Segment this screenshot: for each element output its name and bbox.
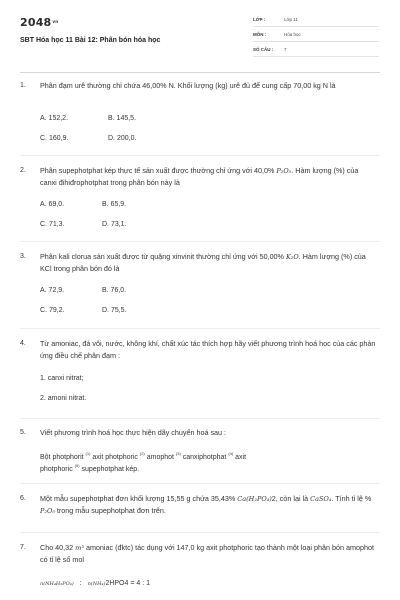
question-text-part: Phân supephotphat kép thực tế sản xuất được thường chỉ ứng với 40,0%: [40, 166, 277, 175]
formula-p2o5: P₂O₅: [276, 167, 292, 175]
question-text: [40, 493, 376, 517]
formula-calcium-phosphate: Ca(H₂PO₄): [237, 495, 272, 503]
option-d: D. 73,1.: [102, 221, 127, 228]
question-text-part: Cho 40,32: [40, 543, 76, 552]
chain-substance: canxiphotphat: [182, 454, 227, 461]
question-number: 5.: [20, 429, 26, 436]
meta-count-label: SỐ CÂU :: [253, 47, 274, 52]
meta-subject-row: [253, 30, 379, 42]
chain-step: (3): [175, 451, 181, 456]
mole-ratio: [40, 580, 340, 587]
page-header: [0, 0, 400, 72]
unit-cubic-meter: m³: [75, 544, 84, 552]
formula-caso4: CaSO₄: [310, 495, 332, 503]
option-d: D. 200,0.: [108, 135, 137, 142]
sub-item-1: 1. canxi nitrat;: [40, 375, 84, 382]
meta-count-value: 7: [284, 47, 287, 52]
option-b: B. 65,9.: [102, 201, 127, 208]
meta-count-row: [253, 45, 379, 57]
divider: [20, 532, 380, 533]
question-text: [40, 251, 376, 275]
sub-item-2: 2. amoni nitrat.: [40, 395, 87, 402]
question-text-part: Phân kali clorua sản xuất được từ quặng xinvinit thường chỉ ứng với 50,00%: [40, 252, 286, 261]
meta-subject-value: Hóa học: [284, 32, 301, 37]
question-number: 1.: [20, 82, 26, 89]
divider: [20, 328, 380, 329]
ratio-separator: :: [79, 580, 82, 587]
question-text: [40, 165, 376, 189]
question-text-part: . Hàm lượng (%) của canxi đihiđrophotphat trong phân bón này là: [40, 166, 359, 187]
question-text-part: Một mẫu supephotphat đơn khối lượng 15,55 g chứa 35,43%: [40, 494, 238, 503]
header-divider: [20, 72, 380, 73]
conversion-chain-cont: [40, 460, 380, 476]
option-d: D. 75,5.: [102, 307, 127, 314]
meta-class-label: LỚP :: [253, 17, 266, 22]
question-text-part: . Hàm lượng (%) của KCl trong phân bón đó là: [40, 252, 366, 273]
question-number: 3.: [20, 253, 26, 260]
site-logo[interactable]: [20, 16, 58, 29]
chain-step: (2): [139, 451, 145, 456]
chain-substance: photphoric: [40, 466, 73, 473]
chain-substance: amophot: [146, 454, 174, 461]
option-a: A. 152,2.: [40, 115, 69, 122]
question-text: Từ amoniac, đá vôi, nước, không khí, chất xúc tác thích hợp hãy viết phương trình hoá học của các phản ứng điều chế phân đạm :: [40, 339, 376, 360]
option-a: A. 72,9.: [40, 287, 65, 294]
logo-text: 2048: [20, 16, 52, 29]
question-number: 4.: [20, 340, 26, 347]
question-number: 6.: [20, 495, 26, 502]
option-a: A. 69,0.: [40, 201, 65, 208]
formula-p2o5: P₂O₅: [40, 507, 55, 515]
question-text-part: . Tính tỉ lệ %: [331, 494, 372, 503]
option-c: C. 79,2.: [40, 307, 65, 314]
formula-k2o: K₂O: [285, 253, 299, 261]
chain-step: (4): [228, 451, 234, 456]
meta-class-value: Lớp 11: [284, 17, 298, 22]
meta-subject-label: MÔN :: [253, 32, 267, 37]
chain-substance: supephotphat kép.: [81, 466, 140, 473]
question-text: Phân đạm urê thường chỉ chứa 46,00% N. Khối lượng (kg) urê đủ để cung cấp 70,00 kg N là: [40, 81, 336, 90]
meta-class-row: [253, 15, 379, 27]
document-title: SBT Hóa học 11 Bài 12: Phân bón hóa học: [20, 37, 161, 44]
ratio-term: n(NH₄): [87, 581, 106, 587]
chain-step: (1): [85, 451, 91, 456]
question-text-part: amoniac (đktc) tác dụng với 147,0 kg axit photphoric tạo thành một loại phân bón amophot có tỉ lệ số mol: [40, 543, 374, 564]
question-number: 7.: [20, 544, 26, 551]
question-number: 2.: [20, 167, 26, 174]
option-b: B. 76,0.: [102, 287, 127, 294]
ratio-value: 2HPO4 = 4 : 1: [105, 580, 150, 587]
question-text-part: 2, còn lại là: [271, 494, 311, 503]
question-text: [40, 542, 376, 566]
option-c: C. 160,9.: [40, 135, 69, 142]
divider: [20, 155, 380, 156]
question-text-part: trong mẫu supephotphat đơn trên.: [54, 506, 166, 515]
chain-substance: axit: [235, 454, 247, 461]
question-text: Viết phương trình hoá học thực hiện dãy chuyển hoá sau :: [40, 428, 227, 437]
chain-substance: Bột photphorit: [40, 454, 84, 461]
option-b: B. 145,5.: [108, 115, 137, 122]
chain-step: (5): [74, 463, 80, 468]
option-c: C. 71,3.: [40, 221, 65, 228]
logo-suffix: vn: [52, 19, 59, 24]
chain-substance: axit photphoric: [92, 454, 138, 461]
divider: [20, 483, 380, 484]
ratio-term: n(NH₄H₂PO₄): [40, 581, 74, 587]
divider: [20, 418, 380, 419]
divider: [20, 241, 380, 242]
